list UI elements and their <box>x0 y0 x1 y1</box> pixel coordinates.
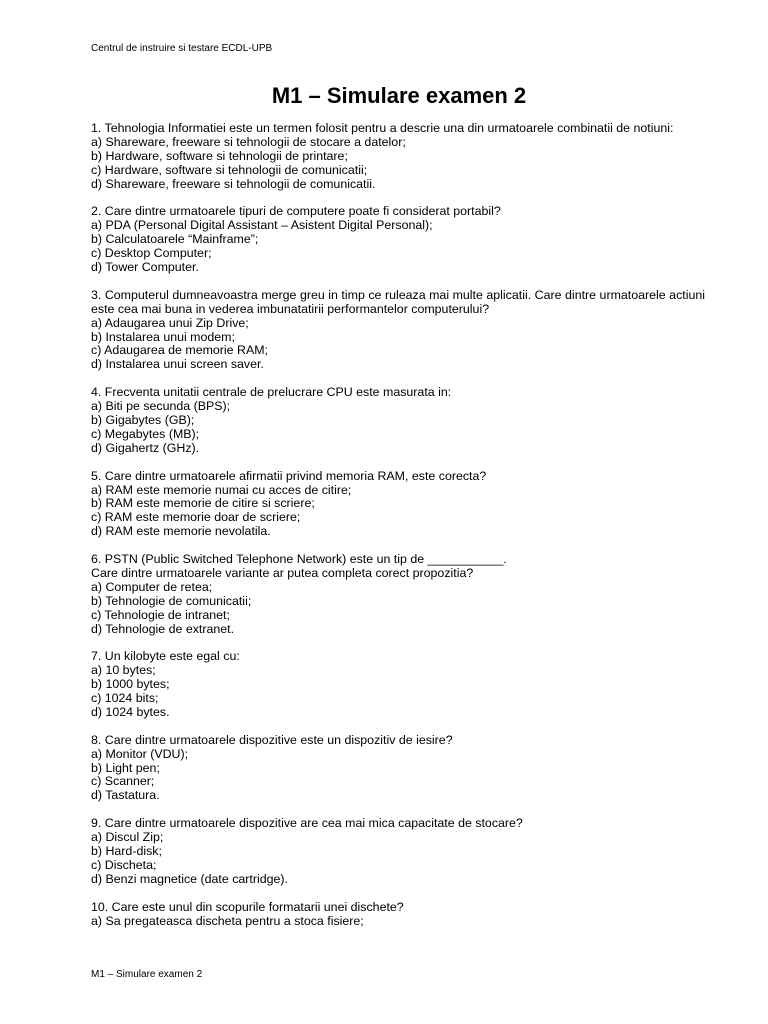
question-text: 6. PSTN (Public Switched Telephone Network) este un tip de ___________. <box>91 552 507 567</box>
question-1 <box>91 122 705 192</box>
answer-option-c: c) Adaugarea de memorie RAM; <box>91 343 268 358</box>
question-7 <box>91 650 705 720</box>
question-4 <box>91 386 705 456</box>
question-text: 7. Un kilobyte este egal cu: <box>91 649 240 664</box>
question-text: 10. Care este unul din scopurile formatarii unei dischete? <box>91 899 404 914</box>
question-text: 3. Computerul dumneavoastra merge greu in timp ce ruleaza mai multe aplicatii. Care dintre urmatoarele actiuni este cea mai buna in vederea imbunatatirii performantelor computerului? <box>91 287 705 316</box>
answer-option-c: c) Megabytes (MB); <box>91 426 200 441</box>
answer-option-d: d) Benzi magnetice (date cartridge). <box>91 871 288 886</box>
answer-option-d: d) RAM este memorie nevolatila. <box>91 524 271 539</box>
answer-option-c: c) RAM este memorie doar de scriere; <box>91 510 301 525</box>
answer-option-a: a) Monitor (VDU); <box>91 746 189 761</box>
question-text: 1. Tehnologia Informatiei este un termen folosit pentru a descrie una din urmatoarele combinatii de notiuni: <box>91 121 674 135</box>
answer-option-c: c) Hardware, software si tehnologii de comunicatii; <box>91 162 368 177</box>
answer-option-c: c) Scanner; <box>91 774 155 789</box>
question-9 <box>91 817 705 887</box>
answer-option-d: d) Tastatura. <box>91 788 160 803</box>
answer-option-a: a) 10 bytes; <box>91 663 156 678</box>
question-text: 2. Care dintre urmatoarele tipuri de computere poate fi considerat portabil? <box>91 204 501 219</box>
answer-option-c: c) 1024 bits; <box>91 691 159 706</box>
question-6 <box>91 553 705 636</box>
answer-option-a: a) PDA (Personal Digital Assistant – Asistent Digital Personal); <box>91 218 433 233</box>
question-3 <box>91 289 705 372</box>
answer-option-a: a) Computer de retea; <box>91 579 213 594</box>
answer-option-b: b) Tehnologie de comunicatii; <box>91 593 252 608</box>
document-title: M1 – Simulare examen 2 <box>271 83 527 108</box>
question-text: 9. Care dintre urmatoarele dispozitive are cea mai mica capacitate de stocare? <box>91 816 523 831</box>
question-text: 4. Frecventa unitatii centrale de prelucrare CPU este masurata in: <box>91 385 452 400</box>
answer-option-a: a) RAM este memorie numai cu acces de citire; <box>91 482 352 497</box>
answer-option-b: b) Calculatoarele “Mainframe”; <box>91 232 259 247</box>
question-subtext: Care dintre urmatoarele variante ar putea completa corect propozitia? <box>91 565 474 580</box>
question-2 <box>91 205 705 275</box>
answer-option-c: c) Tehnologie de intranet; <box>91 607 230 622</box>
answer-option-b: b) RAM este memorie de citire si scriere; <box>91 496 315 511</box>
question-5 <box>91 470 705 540</box>
answer-option-a: a) Adaugarea unui Zip Drive; <box>91 315 249 330</box>
question-text: 8. Care dintre urmatoarele dispozitive este un dispozitiv de iesire? <box>91 732 453 747</box>
answer-option-b: b) Light pen; <box>91 760 160 775</box>
answer-option-c: c) Desktop Computer; <box>91 246 212 261</box>
question-list <box>91 122 705 942</box>
answer-option-a: a) Sa pregateasca discheta pentru a stoca fisiere; <box>91 913 364 928</box>
answer-option-b: b) Hard-disk; <box>91 844 162 858</box>
answer-option-a: a) Discul Zip; <box>91 830 164 845</box>
page-footer: M1 – Simulare examen 2 <box>91 969 203 980</box>
answer-option-a: a) Shareware, freeware si tehnologii de stocare a datelor; <box>91 134 406 149</box>
answer-option-d: d) 1024 bytes. <box>91 704 170 719</box>
answer-option-a: a) Biti pe secunda (BPS); <box>91 399 231 414</box>
answer-option-b: b) Hardware, software si tehnologii de printare; <box>91 148 348 163</box>
answer-option-b: b) 1000 bytes; <box>91 677 170 692</box>
answer-option-d: d) Tehnologie de extranet. <box>91 621 235 636</box>
answer-option-b: b) Instalarea unui modem; <box>91 329 235 344</box>
question-8 <box>91 734 705 804</box>
question-10 <box>91 901 705 929</box>
page-header: Centrul de instruire si testare ECDL-UPB <box>91 43 273 54</box>
answer-option-c: c) Discheta; <box>91 857 157 872</box>
question-text: 5. Care dintre urmatoarele afirmatii privind memoria RAM, este corecta? <box>91 468 487 483</box>
answer-option-d: d) Shareware, freeware si tehnologii de comunicatii. <box>91 176 376 191</box>
answer-option-b: b) Gigabytes (GB); <box>91 412 195 427</box>
answer-option-d: d) Instalarea unui screen saver. <box>91 357 264 372</box>
answer-option-d: d) Tower Computer. <box>91 260 199 275</box>
answer-option-d: d) Gigahertz (GHz). <box>91 440 200 455</box>
